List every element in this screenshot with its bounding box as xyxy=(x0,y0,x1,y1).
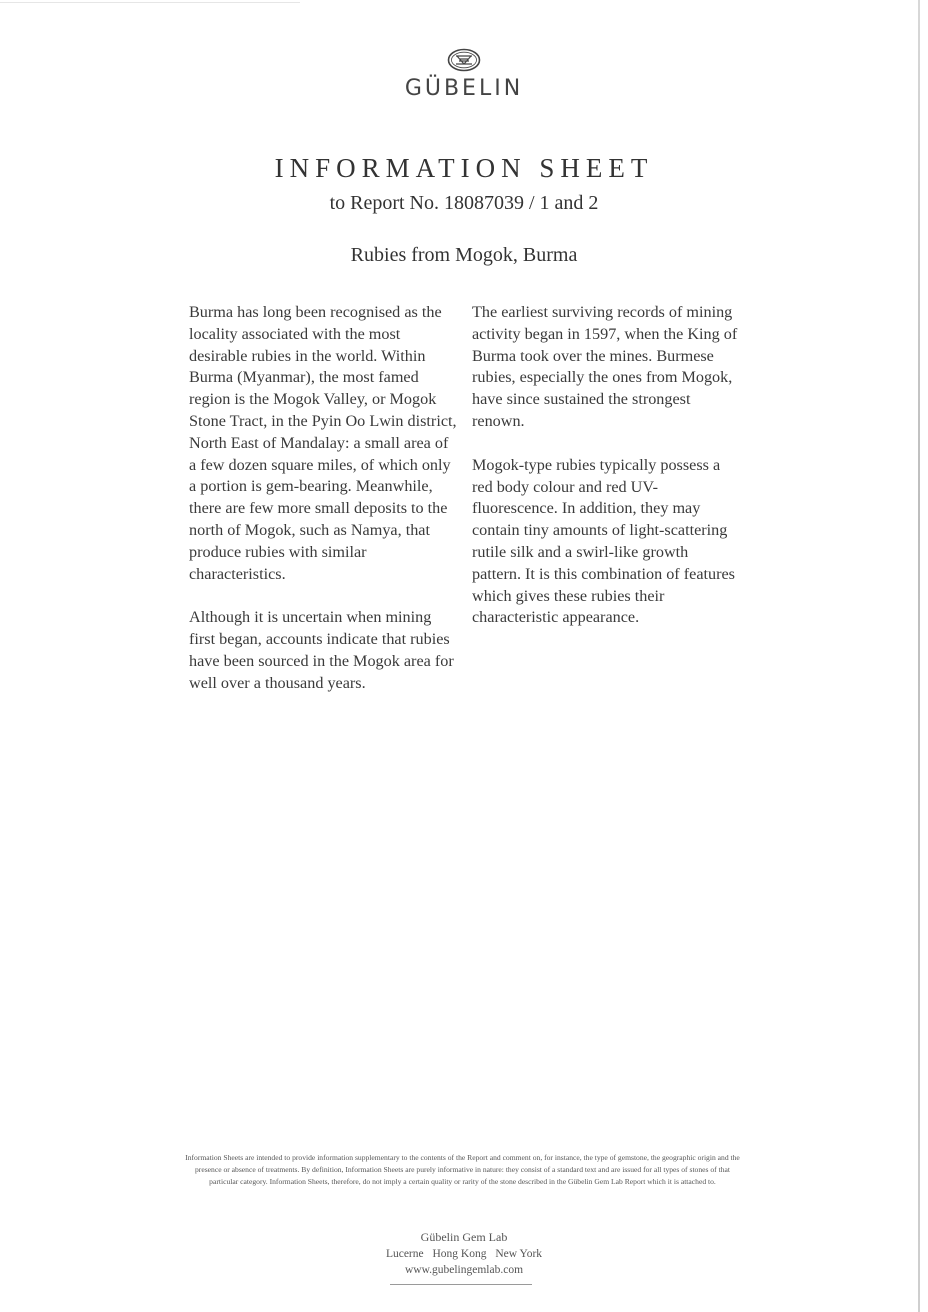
disclaimer-text: Information Sheets are intended to provide information supplementary to the contents of the Report and comment on, for instance, the type of gemstone, the geographic origin and the presence or absence of treatments. By definition, Information Sheets are purely informative in nature: they consist of a standard text and are issued for all types of stones of that particular category. Information Sheets, therefore, do not imply a certain quality or rarity of the stone described in the Gübelin Gem Lab Report which it is attached to. xyxy=(185,1153,740,1186)
city-new-york: New York xyxy=(495,1248,543,1260)
footer xyxy=(0,1229,928,1278)
city-hong-kong: Hong Kong xyxy=(432,1248,487,1260)
document-title: INFORMATION SHEET xyxy=(274,153,654,183)
footer-divider xyxy=(390,1284,532,1285)
left-text-column xyxy=(189,302,459,717)
city-lucerne: Lucerne xyxy=(385,1248,424,1260)
section-heading: Rubies from Mogok, Burma xyxy=(350,244,578,266)
report-reference: to Report No. 18087039 / 1 and 2 xyxy=(329,192,599,214)
paragraph: Although it is uncertain when mining first began, accounts indicate that rubies have been sourced in the Mogok area for well over a thousand years. xyxy=(189,608,454,692)
lab-locations xyxy=(0,1246,928,1262)
right-text-column xyxy=(472,302,740,651)
brand-header xyxy=(0,48,928,101)
brand-name: GÜBELIN xyxy=(404,76,524,101)
gubelin-monogram-logo-icon xyxy=(447,48,481,72)
website-link[interactable]: www.gubelingemlab.com xyxy=(404,1264,524,1276)
paragraph: The earliest surviving records of mining activity began in 1597, when the King of Burma took over the mines. Burmese rubies, especially the ones from Mogok, have since sustained the strongest renown. xyxy=(472,303,738,430)
lab-name: Gübelin Gem Lab xyxy=(420,1230,508,1244)
scan-edge-top xyxy=(0,2,300,3)
paragraph: Burma has long been recognised as the locality associated with the most desirable rubies in the world. Within Burma (Myanmar), the most famed region is the Mogok Valley, or Mogok Stone Tract, in the Pyin Oo Lwin district, North East of Mandalay: a small area of a few dozen square miles, of which only a portion is gem-bearing. Meanwhile, there are few more small deposits to the north of Mogok, such as Namya, that produce rubies with similar characteristics. xyxy=(189,303,457,583)
paragraph: Mogok-type rubies typically possess a red body colour and red UV-fluorescence. In addition, they may contain tiny amounts of light-scattering rutile silk and a swirl-like growth pattern. It is this combination of features which gives these rubies their characteristic appearance. xyxy=(472,455,735,627)
